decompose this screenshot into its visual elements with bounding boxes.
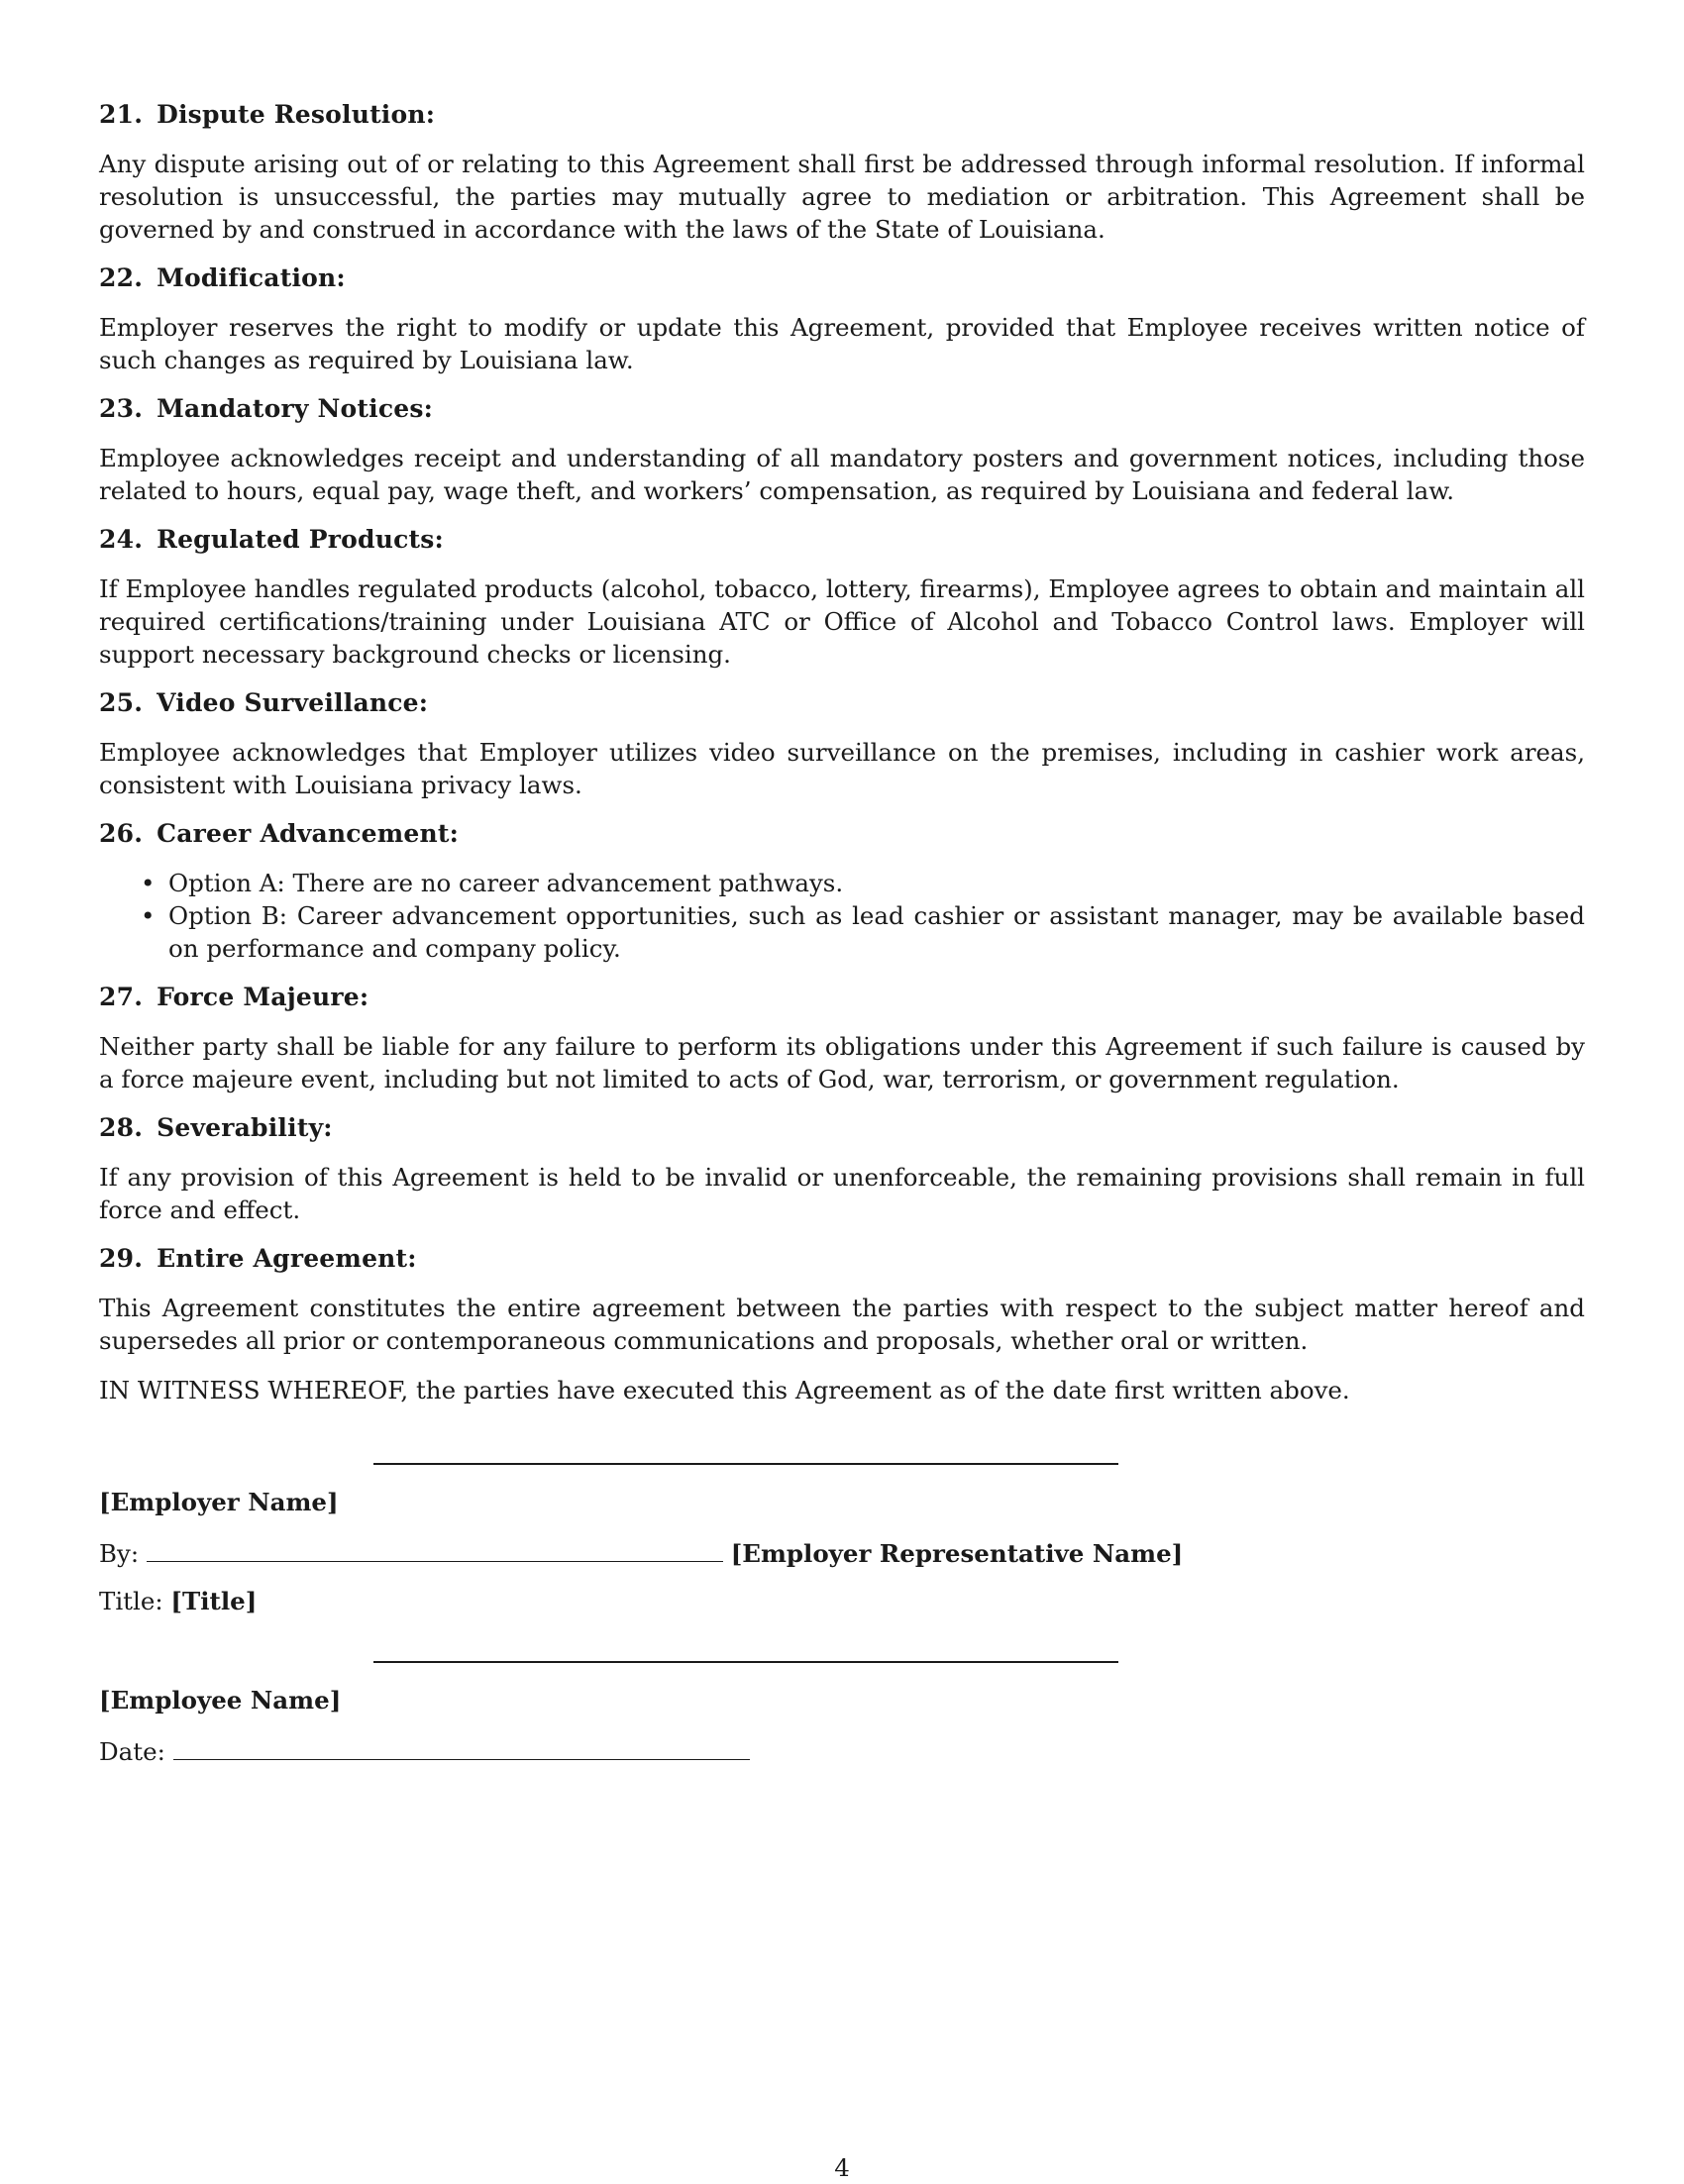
section-title: Regulated Products:: [157, 525, 444, 554]
section-title: Mandatory Notices:: [157, 394, 434, 423]
section-body: If Employee handles regulated products (alcohol, tobacco, lottery, firearms), Employee agrees to obtain and maintain all required certifications/training under Louisiana ATC or Office of Alcohol and Tobacco Control laws. Employer will support necessary background checks or licensing.: [99, 574, 1585, 669]
section-body: If any provision of this Agreement is held to be invalid or unenforceable, the remaining provisions shall remain in full force and effect.: [99, 1163, 1585, 1224]
page-number: 4: [834, 2153, 850, 2182]
section-number: 25.: [99, 688, 144, 717]
section-title: Video Surveillance:: [157, 688, 429, 717]
by-label: By:: [99, 1539, 140, 1568]
employer-by-line: [99, 1535, 1183, 1570]
section-body: Employer reserves the right to modify or update this Agreement, provided that Employee receives written notice of such changes as required by Louisiana law.: [99, 313, 1585, 374]
section-26: [99, 818, 1585, 965]
section-title: Severability:: [157, 1113, 333, 1142]
section-title: Career Advancement:: [157, 819, 460, 848]
section-title: Force Majeure:: [157, 983, 369, 1011]
date-label: Date:: [99, 1737, 165, 1766]
section-heading: [99, 687, 1585, 719]
section-number: 26.: [99, 819, 144, 848]
section-heading: [99, 982, 1585, 1013]
employee-name: [Employee Name]: [99, 1686, 342, 1715]
employee-signature-rule: [373, 1661, 1118, 1663]
list-item-text: Option A: There are no career advancement pathways.: [168, 869, 844, 897]
document-page: [99, 99, 1585, 1406]
section-body: Employee acknowledges that Employer utilizes video surveillance on the premises, including in cashier work areas, consistent with Louisiana privacy laws.: [99, 738, 1585, 799]
section-29: [99, 1243, 1585, 1357]
employer-title-line: [99, 1585, 257, 1617]
list-item: [99, 899, 1585, 965]
section-number: 29.: [99, 1244, 144, 1273]
list-item: [99, 867, 1585, 899]
section-22: [99, 262, 1585, 376]
employer-signature-rule: [373, 1463, 1118, 1465]
section-body: Neither party shall be liable for any failure to perform its obligations under this Agreement if such failure is caused by a force majeure event, including but not limited to acts of God, war, terrorism, or government regulation.: [99, 1032, 1585, 1093]
employer-name-line: [99, 1486, 339, 1518]
list-item-text: Option B: Career advancement opportunities, such as lead cashier or assistant manager, may be available based on performance and company policy.: [168, 901, 1585, 963]
section-number: 23.: [99, 394, 144, 423]
section-number: 28.: [99, 1113, 144, 1142]
section-body: Employee acknowledges receipt and understanding of all mandatory posters and government notices, including those related to hours, equal pay, wage theft, and workers’ compensation, as required by Louisiana and federal law.: [99, 444, 1585, 505]
section-21: [99, 99, 1585, 246]
section-heading: [99, 1243, 1585, 1275]
section-number: 24.: [99, 525, 144, 554]
bullet-icon: •: [141, 869, 156, 897]
section-body: Any dispute arising out of or relating to this Agreement shall first be addressed through informal resolution. If informal resolution is unsuccessful, the parties may mutually agree to mediation or arbitration. This Agreement shall be governed by and construed in accordance with the laws of the State of Louisiana.: [99, 150, 1585, 244]
section-title: Modification:: [157, 263, 346, 292]
section-28: [99, 1112, 1585, 1226]
section-body: This Agreement constitutes the entire agreement between the parties with respect to the subject matter hereof and supersedes all prior or contemporaneous communications and proposals, whether oral or written.: [99, 1294, 1585, 1355]
date-field[interactable]: [173, 1733, 750, 1760]
employer-name: [Employer Name]: [99, 1488, 339, 1516]
bullet-icon: •: [141, 901, 156, 930]
section-title: Dispute Resolution:: [157, 100, 436, 129]
section-23: [99, 393, 1585, 507]
employee-date-line: [99, 1733, 750, 1768]
employee-name-line: [99, 1684, 341, 1716]
by-signature-field[interactable]: [147, 1535, 723, 1562]
witness-clause: IN WITNESS WHEREOF, the parties have executed this Agreement as of the date first written above.: [99, 1376, 1350, 1404]
bullet-list: [99, 867, 1585, 965]
section-25: [99, 687, 1585, 801]
section-24: [99, 524, 1585, 671]
title-label: Title:: [99, 1587, 163, 1615]
title-value: [Title]: [170, 1587, 258, 1615]
section-heading: [99, 393, 1585, 425]
section-heading: [99, 262, 1585, 294]
representative-name: [Employer Representative Name]: [730, 1539, 1184, 1568]
section-title: Entire Agreement:: [157, 1244, 417, 1273]
section-heading: [99, 99, 1585, 131]
section-number: 21.: [99, 100, 144, 129]
section-heading: [99, 818, 1585, 850]
section-number: 27.: [99, 983, 144, 1011]
section-number: 22.: [99, 263, 144, 292]
section-heading: [99, 1112, 1585, 1144]
section-heading: [99, 524, 1585, 556]
section-27: [99, 982, 1585, 1095]
